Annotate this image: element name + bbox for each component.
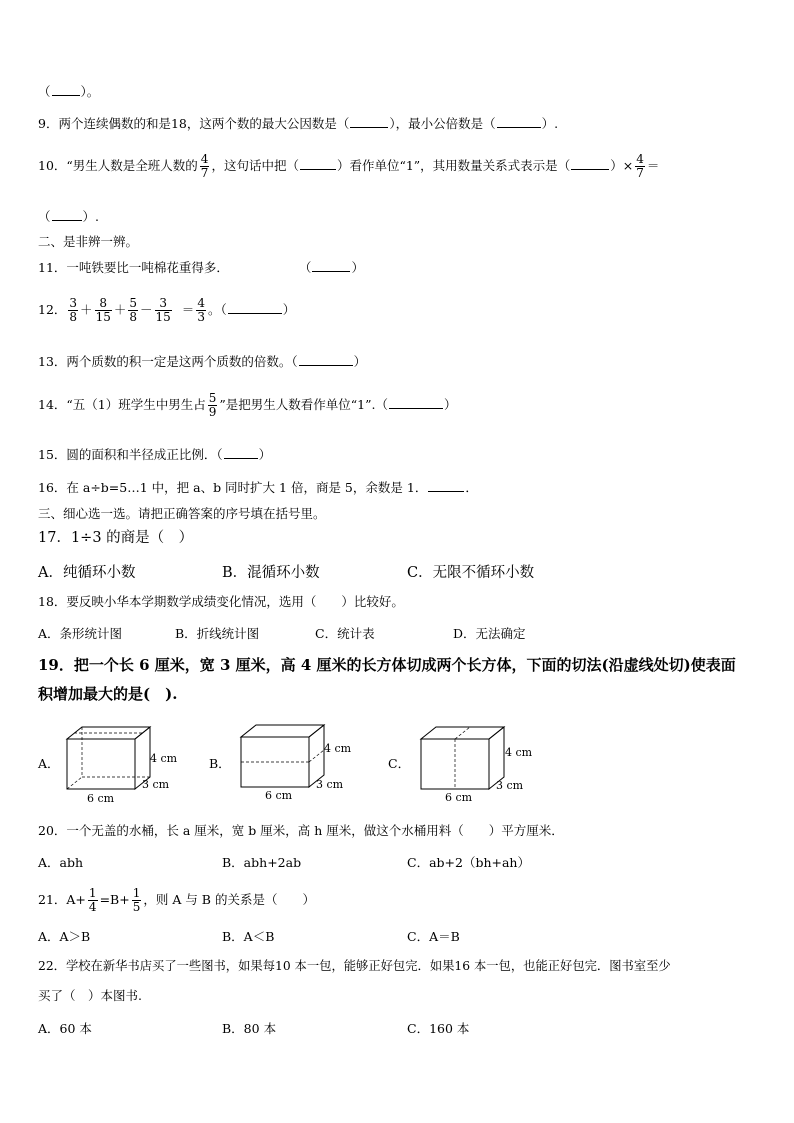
question-9: 9．两个连续偶数的和是18，这两个数的最大公因数是（ ），最小公倍数是（ ）. bbox=[38, 116, 559, 131]
fraction: $\frac{3}{15}$ bbox=[155, 296, 171, 324]
fraction: $\frac{5}{9}$ bbox=[208, 391, 217, 419]
figure-b-label[interactable]: B． bbox=[209, 756, 231, 771]
q8-tail: （ ）。 bbox=[38, 84, 100, 99]
question-22-line2: 买了（ ）本图书. bbox=[38, 988, 142, 1003]
option-c[interactable]: C．统计表 bbox=[315, 626, 375, 641]
option-a[interactable]: A．条形统计图 bbox=[38, 626, 123, 641]
answer-blank[interactable] bbox=[497, 116, 541, 128]
option-a[interactable]: A．A＞B bbox=[38, 929, 91, 944]
fraction: $\frac{4}{7}$ bbox=[636, 152, 644, 180]
option-b[interactable]: B．混循环小数 bbox=[222, 565, 320, 581]
answer-blank[interactable] bbox=[389, 397, 443, 409]
fraction: $\frac{8}{15}$ bbox=[95, 296, 111, 324]
fraction: $\frac{1}{4}$ bbox=[88, 886, 97, 914]
option-a[interactable]: A．60 本 bbox=[38, 1021, 92, 1036]
option-b[interactable]: B．A＜B bbox=[222, 929, 275, 944]
width-label: 3 cm bbox=[142, 778, 170, 791]
question-12: 12． $\frac{3}{8}$ ＋ $\frac{8}{15}$ ＋ $\frac{5}{8}$ － $\frac{3}{15}$ ＝ $\frac{4}{3}$ 。（ ） bbox=[38, 296, 296, 324]
figure-b bbox=[234, 720, 364, 808]
option-a[interactable]: A．纯循环小数 bbox=[38, 565, 136, 581]
height-label: 4 cm bbox=[150, 752, 178, 765]
figure-c bbox=[414, 722, 544, 810]
answer-blank[interactable] bbox=[571, 158, 609, 170]
question-16: 16．在 a÷b=5…1 中，把 a、b 同时扩大 1 倍，商是 5，余数是 1． ． bbox=[38, 480, 478, 495]
length-label: 6 cm bbox=[445, 791, 473, 804]
height-label: 4 cm bbox=[324, 742, 352, 755]
option-c[interactable]: C．160 本 bbox=[407, 1021, 470, 1036]
question-20: 20．一个无盖的水桶，长 a 厘米，宽 b 厘米，高 h 厘米，做这个水桶用料（ ）平方厘米． bbox=[38, 823, 564, 838]
fraction: $\frac{3}{8}$ bbox=[69, 296, 78, 324]
section-3-heading: 三、细心选一选。请把正确答案的序号填在括号里。 bbox=[38, 506, 326, 521]
question-10-tail: （ ）. bbox=[38, 209, 99, 224]
option-c[interactable]: C．A＝B bbox=[407, 929, 460, 944]
question-13: 13．两个质数的积一定是这两个质数的倍数。（ ） bbox=[38, 354, 367, 369]
answer-blank[interactable] bbox=[312, 260, 350, 272]
question-15: 15．圆的面积和半径成正比例．（ ） bbox=[38, 447, 272, 462]
option-c[interactable]: C．ab+2（bh+ah） bbox=[407, 855, 530, 870]
width-label: 3 cm bbox=[316, 778, 344, 791]
answer-blank[interactable] bbox=[350, 116, 388, 128]
answer-blank[interactable] bbox=[300, 158, 336, 170]
fraction: $\frac{4}{3}$ bbox=[197, 296, 205, 324]
answer-blank[interactable] bbox=[224, 447, 258, 459]
question-11: 11．一吨铁要比一吨棉花重得多． （ ） bbox=[38, 260, 364, 275]
section-2-heading: 二、是非辨一辨。 bbox=[38, 234, 139, 249]
question-21: 21．A+ $\frac{1}{4}$ =B+ $\frac{1}{5}$ ，则 A 与 B 的关系是（ ） bbox=[38, 886, 315, 914]
question-18: 18．要反映小华本学期数学成绩变化情况，选用（ ）比较好。 bbox=[38, 594, 404, 609]
answer-blank[interactable] bbox=[228, 302, 282, 314]
question-19-line1: 19．把一个长 6 厘米，宽 3 厘米，高 4 厘米的长方体切成两个长方体，下面的切法(沿虚线处切)使表面 bbox=[38, 656, 736, 674]
question-17: 17．1÷3 的商是（ ） bbox=[38, 530, 194, 546]
question-10: 10．“男生人数是全班人数的 $\frac{4}{7}$ ，这句话中把（ ）看作单位“1”，其用数量关系式表示是（ ）× $\frac{4}{7}$ ＝ bbox=[38, 152, 660, 180]
width-label: 3 cm bbox=[496, 779, 524, 792]
length-label: 6 cm bbox=[265, 789, 293, 802]
option-d[interactable]: D．无法确定 bbox=[453, 626, 526, 641]
length-label: 6 cm bbox=[87, 792, 115, 805]
figure-a bbox=[60, 722, 190, 810]
answer-blank[interactable] bbox=[299, 354, 353, 366]
height-label: 4 cm bbox=[505, 746, 533, 759]
figure-a-label[interactable]: A． bbox=[38, 756, 60, 771]
answer-blank[interactable] bbox=[52, 84, 80, 96]
option-b[interactable]: B．80 本 bbox=[222, 1021, 277, 1036]
fraction: $\frac{1}{5}$ bbox=[132, 886, 141, 914]
question-22-line1: 22．学校在新华书店买了一些图书，如果每10 本一包，能够正好包完．如果16 本一包，也能正好包完．图书室至少 bbox=[38, 959, 671, 973]
option-c[interactable]: C．无限不循环小数 bbox=[407, 565, 535, 581]
question-14: 14．“五（1）班学生中男生占 $\frac{5}{9}$ ”是把男生人数看作单位“1”.（ ） bbox=[38, 391, 457, 419]
figure-c-label[interactable]: C． bbox=[388, 756, 411, 771]
option-b[interactable]: B．abh+2ab bbox=[222, 855, 302, 870]
option-a[interactable]: A．abh bbox=[38, 855, 84, 870]
answer-blank[interactable] bbox=[52, 209, 82, 221]
fraction: $\frac{5}{8}$ bbox=[129, 296, 137, 324]
fraction: $\frac{4}{7}$ bbox=[200, 152, 209, 180]
option-b[interactable]: B．折线统计图 bbox=[175, 626, 260, 641]
question-19-line2: 积增加最大的是( ). bbox=[38, 685, 178, 703]
answer-blank[interactable] bbox=[428, 480, 464, 492]
